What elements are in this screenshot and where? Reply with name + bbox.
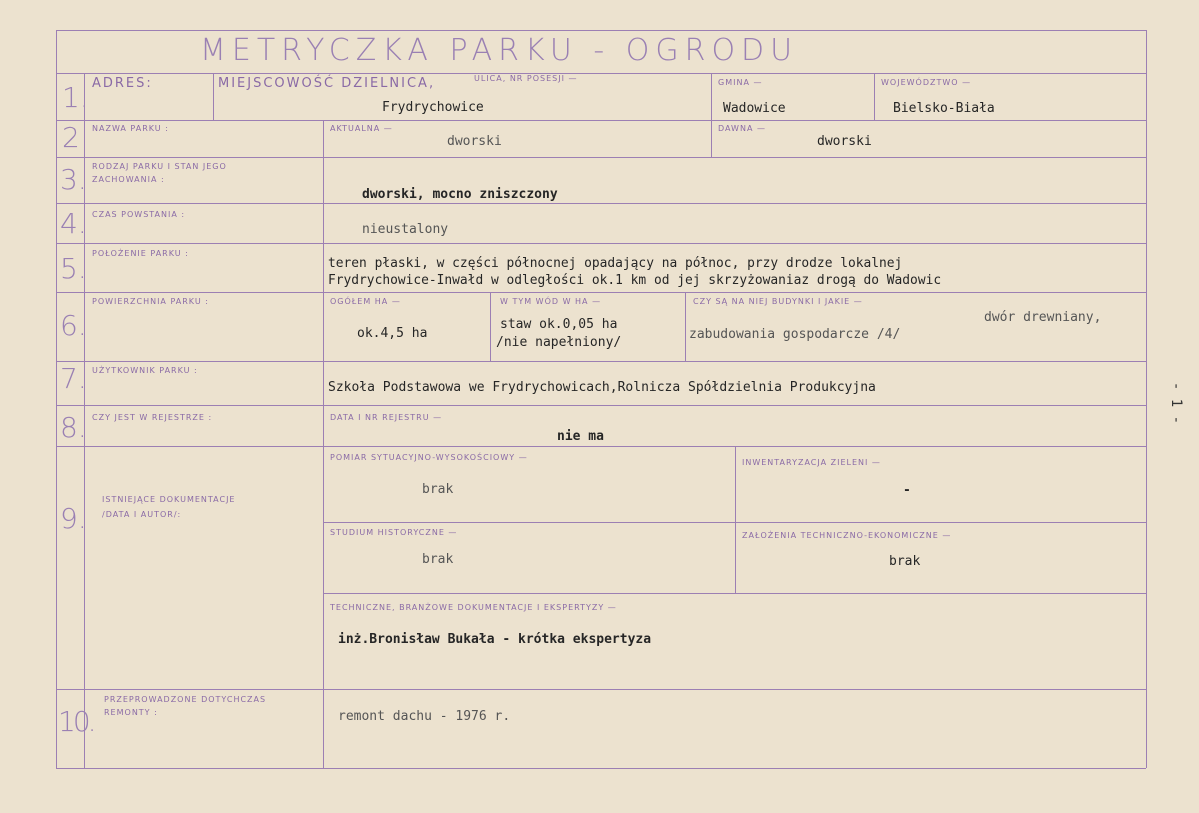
park-type-label: RODZAJ PARKU I STAN JEGO ZACHOWANIA : (92, 162, 227, 184)
history-study-value: brak (422, 552, 454, 567)
current-name-value: dworski (447, 134, 502, 149)
expertise-value: inż.Bronisław Bukała - krótka ekspertyza (338, 632, 652, 647)
page-number: - 1 - (1168, 381, 1185, 425)
row-divider (56, 361, 1146, 362)
row-divider (56, 120, 1146, 121)
current-name-label: AKTUALNA — (330, 124, 393, 133)
card-title: METRYCZKA PARKU - OGRODU (200, 33, 799, 68)
former-name-value: dworski (817, 134, 872, 149)
tech-econ-value: brak (889, 554, 921, 569)
row-number: 1. (62, 81, 89, 114)
frame-right (1146, 30, 1147, 768)
area-total-label: OGÓŁEM HA — (330, 297, 401, 306)
label-column-line (213, 73, 214, 120)
register-label: CZY JEST W REJESTRZE : (92, 413, 213, 422)
row-number: 4. (60, 207, 87, 240)
row-divider (56, 292, 1146, 293)
survey-label: POMIAR SYTUACYJNO-WYSOKOŚCIOWY — (330, 453, 528, 462)
gmina-value: Wadowice (723, 101, 786, 116)
green-inventory-label: INWENTARYZACJA ZIELENI — (742, 458, 881, 467)
register-date-label: DATA I NR REJESTRU — (330, 413, 443, 422)
row-number: 8. (60, 411, 87, 444)
park-type-value: dworski, mocno zniszczony (362, 187, 558, 202)
cell-divider (711, 73, 712, 157)
frame-top (56, 30, 1146, 31)
location-line-1: teren płaski, w części północnej opadający na północ, przy drodze lokalnej (328, 256, 903, 271)
voivodeship-label: WOJEWÓDZTWO — (881, 78, 972, 87)
cell-divider (685, 292, 686, 361)
buildings-value-2: zabudowania gospodarcze /4/ (689, 327, 901, 342)
park-user-label: UŻYTKOWNIK PARKU : (92, 366, 198, 375)
location-label: POŁOŻENIE PARKU : (92, 249, 189, 258)
place-district-label: MIEJSCOWOŚĆ DZIELNICA, (218, 76, 436, 91)
cell-divider (735, 446, 736, 593)
expertise-label: TECHNICZNE, BRANŻOWE DOKUMENTACJE I EKSPERTYZY — (330, 603, 617, 612)
repairs-value: remont dachu - 1976 r. (338, 709, 511, 724)
buildings-value-1: dwór drewniany, (984, 310, 1102, 325)
street-number-label: ULICA, NR POSESJI — (474, 74, 578, 83)
row-divider (56, 203, 1146, 204)
row-divider (56, 446, 1146, 447)
buildings-label: CZY SĄ NA NIEJ BUDYNKI I JAKIE — (693, 297, 863, 306)
location-line-2: Frydrychowice-Inwałd w odległości ok.1 km od jej skrzyżowaniaz drogą do Wadowic (328, 273, 942, 288)
row-number: 9. (60, 502, 87, 535)
frame-bottom (56, 768, 1146, 769)
park-user-value: Szkoła Podstawowa we Frydrychowicach,Rolnicza Spółdzielnia Produkcyjna (328, 380, 876, 395)
row-divider (56, 243, 1146, 244)
place-value: Frydrychowice (382, 100, 484, 115)
former-name-label: DAWNA — (718, 124, 766, 133)
survey-value: brak (422, 482, 454, 497)
label-column-line (323, 120, 324, 768)
row-number: 5. (60, 252, 87, 285)
water-area-label: W TYM WÓD W HA — (500, 297, 602, 306)
repairs-label: PRZEPROWADZONE DOTYCHCZAS REMONTY : (104, 695, 267, 717)
row-divider (56, 689, 1146, 690)
water-area-value-2: /nie napełniony/ (496, 335, 622, 350)
frame-left (56, 30, 57, 768)
green-inventory-value: - (903, 483, 911, 498)
tech-econ-label: ZAŁOŻENIA TECHNICZNO-EKONOMICZNE — (742, 531, 952, 540)
cell-divider (874, 73, 875, 120)
address-label: ADRES: (92, 76, 153, 91)
park-name-label: NAZWA PARKU : (92, 124, 169, 133)
register-value: nie ma (557, 429, 604, 444)
area-total-value: ok.4,5 ha (357, 326, 428, 341)
area-label: POWIERZCHNIA PARKU : (92, 297, 209, 306)
gmina-label: GMINA — (718, 78, 763, 87)
row-divider (323, 593, 1146, 594)
row-divider (56, 73, 1146, 74)
row-number: 2 (62, 121, 80, 154)
voivodeship-value: Bielsko-Biała (893, 101, 995, 116)
cell-divider (490, 292, 491, 361)
documentation-label: ISTNIEJĄCE DOKUMENTACJE /DATA I AUTOR/: (102, 495, 236, 519)
row-number: 10. (58, 705, 94, 738)
row-divider (56, 405, 1146, 406)
row-divider (56, 157, 1146, 158)
creation-time-label: CZAS POWSTANIA : (92, 210, 186, 219)
water-area-value-1: staw ok.0,05 ha (500, 317, 618, 332)
row-number: 7. (60, 362, 87, 395)
row-number: 6. (60, 309, 87, 342)
row-number: 3. (60, 163, 87, 196)
creation-time-value: nieustalony (362, 222, 449, 237)
history-study-label: STUDIUM HISTORYCZNE — (330, 528, 458, 537)
